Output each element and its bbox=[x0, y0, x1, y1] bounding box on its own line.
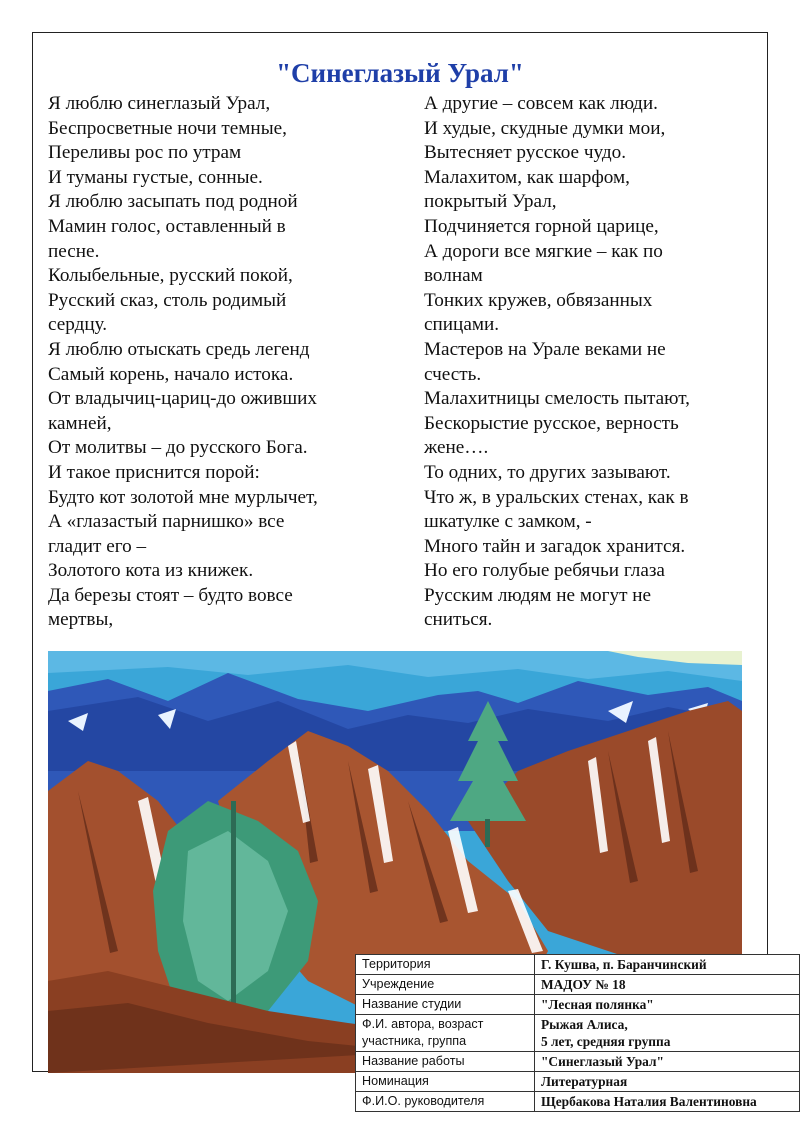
poem-column-right bbox=[424, 92, 690, 633]
info-label bbox=[356, 1015, 535, 1052]
tree-fir-trunk bbox=[485, 819, 490, 847]
tree-large-trunk bbox=[231, 801, 236, 1031]
info-value-text: Рыжая Алиса, bbox=[541, 1017, 628, 1032]
info-label bbox=[356, 975, 535, 995]
info-row bbox=[356, 1092, 800, 1112]
poem-line: покрытый Урал, bbox=[424, 191, 557, 213]
info-table bbox=[355, 954, 800, 1112]
info-value-text: Щербакова Наталия Валентиновна bbox=[541, 1094, 757, 1109]
poem-line: Я люблю засыпать под родной bbox=[48, 191, 298, 213]
info-label bbox=[356, 1092, 535, 1112]
poem-line: От владычиц-цариц-до оживших bbox=[48, 388, 317, 410]
poem-line: жене…. bbox=[424, 437, 489, 459]
poem-line: Подчиняется горной царице, bbox=[424, 215, 659, 237]
poem-line: волнам bbox=[424, 265, 483, 287]
poem-line: счесть. bbox=[424, 363, 482, 385]
info-value bbox=[535, 1052, 800, 1072]
info-row bbox=[356, 995, 800, 1015]
poem-line: Переливы рос по утрам bbox=[48, 142, 242, 164]
poem-line: Много тайн и загадок хранится. bbox=[424, 535, 686, 557]
poem-line: Мастеров на Урале веками не bbox=[424, 338, 666, 360]
info-row bbox=[356, 1072, 800, 1092]
poem-line: А другие – совсем как люди. bbox=[424, 93, 658, 114]
poem-line: А «глазастый парнишко» все bbox=[48, 511, 285, 533]
poem-line: И худые, скудные думки мои, bbox=[424, 117, 666, 139]
poem-line: Малахитом, как шарфом, bbox=[424, 166, 630, 188]
poem-line: Русский сказ, столь родимый bbox=[48, 289, 287, 311]
info-value bbox=[535, 995, 800, 1015]
poem-line: И туманы густые, сонные. bbox=[48, 166, 263, 188]
poem-line: И такое приснится порой: bbox=[48, 461, 260, 483]
poem-line: Золотого кота из книжек. bbox=[48, 560, 254, 582]
info-value-text: МАДОУ № 18 bbox=[541, 977, 626, 992]
info-value bbox=[535, 955, 800, 975]
info-label bbox=[356, 995, 535, 1015]
poem-line: спицами. bbox=[424, 314, 500, 336]
poem-line: шкатулке с замком, - bbox=[424, 511, 592, 533]
poem-line: Мамин голос, оставленный в bbox=[48, 215, 286, 237]
info-label bbox=[356, 1072, 535, 1092]
info-label-text: участника, группа bbox=[362, 1034, 467, 1048]
poem-line: Колыбельные, русский покой, bbox=[48, 265, 293, 287]
info-label bbox=[356, 1052, 535, 1072]
poem-line: Я люблю синеглазый Урал, bbox=[48, 93, 271, 114]
poem-line: мертвы, bbox=[48, 609, 114, 631]
poem-line: Что ж, в уральских стенах, как в bbox=[424, 486, 689, 508]
poem-line: Да березы стоят – будто вовсе bbox=[48, 584, 293, 606]
info-value-text: 5 лет, средняя группа bbox=[541, 1034, 671, 1049]
info-row bbox=[356, 1052, 800, 1072]
poem-line: Будто кот золотой мне мурлычет, bbox=[48, 486, 318, 508]
poem-line: песне. bbox=[48, 240, 100, 262]
info-value-text: "Синеглазый Урал" bbox=[541, 1054, 664, 1069]
info-label-text: Ф.И.О. руководителя bbox=[362, 1094, 485, 1108]
info-value bbox=[535, 1092, 800, 1112]
poem-column-left bbox=[48, 92, 318, 633]
poem-line: Вытесняет русское чудо. bbox=[424, 142, 627, 164]
info-value-text: Г. Кушва, п. Баранчинский bbox=[541, 957, 707, 972]
info-label-text: Территория bbox=[362, 957, 431, 971]
info-label-text: Название работы bbox=[362, 1054, 465, 1068]
poem-line: сниться. bbox=[424, 609, 493, 631]
info-value bbox=[535, 1072, 800, 1092]
poem-line: А дороги все мягкие – как по bbox=[424, 240, 663, 262]
info-value bbox=[535, 975, 800, 995]
poem-line: От молитвы – до русского Бога. bbox=[48, 437, 308, 459]
poem-line: Тонких кружев, обвязанных bbox=[424, 289, 653, 311]
poem-line: сердцу. bbox=[48, 314, 108, 336]
poem-line: Я люблю отыскать средь легенд bbox=[48, 338, 310, 360]
poem-line: Русским людям не могут не bbox=[424, 584, 652, 606]
poem-line: камней, bbox=[48, 412, 112, 434]
poem-line: Бескорыстие русское, верность bbox=[424, 412, 679, 434]
info-label-text: Учреждение bbox=[362, 977, 435, 991]
poem-title: "Синеглазый Урал" bbox=[276, 58, 524, 88]
poem-line: Беспросветные ночи темные, bbox=[48, 117, 287, 139]
poem-line: Но его голубые ребячьи глаза bbox=[424, 560, 665, 582]
info-row bbox=[356, 975, 800, 995]
info-value-text: "Лесная полянка" bbox=[541, 997, 654, 1012]
info-label-text: Номинация bbox=[362, 1074, 429, 1088]
poem-line: гладит его – bbox=[48, 535, 147, 557]
poem-line: То одних, то других зазывают. bbox=[424, 461, 671, 483]
info-label bbox=[356, 955, 535, 975]
info-row bbox=[356, 1015, 800, 1052]
info-row bbox=[356, 955, 800, 975]
info-value bbox=[535, 1015, 800, 1052]
poem-line: Малахитницы смелость пытают, bbox=[424, 388, 690, 410]
poem-line: Самый корень, начало истока. bbox=[48, 363, 294, 385]
info-value-text: Литературная bbox=[541, 1074, 628, 1089]
info-label-text: Ф.И. автора, возраст bbox=[362, 1017, 484, 1031]
info-label-text: Название студии bbox=[362, 997, 462, 1011]
